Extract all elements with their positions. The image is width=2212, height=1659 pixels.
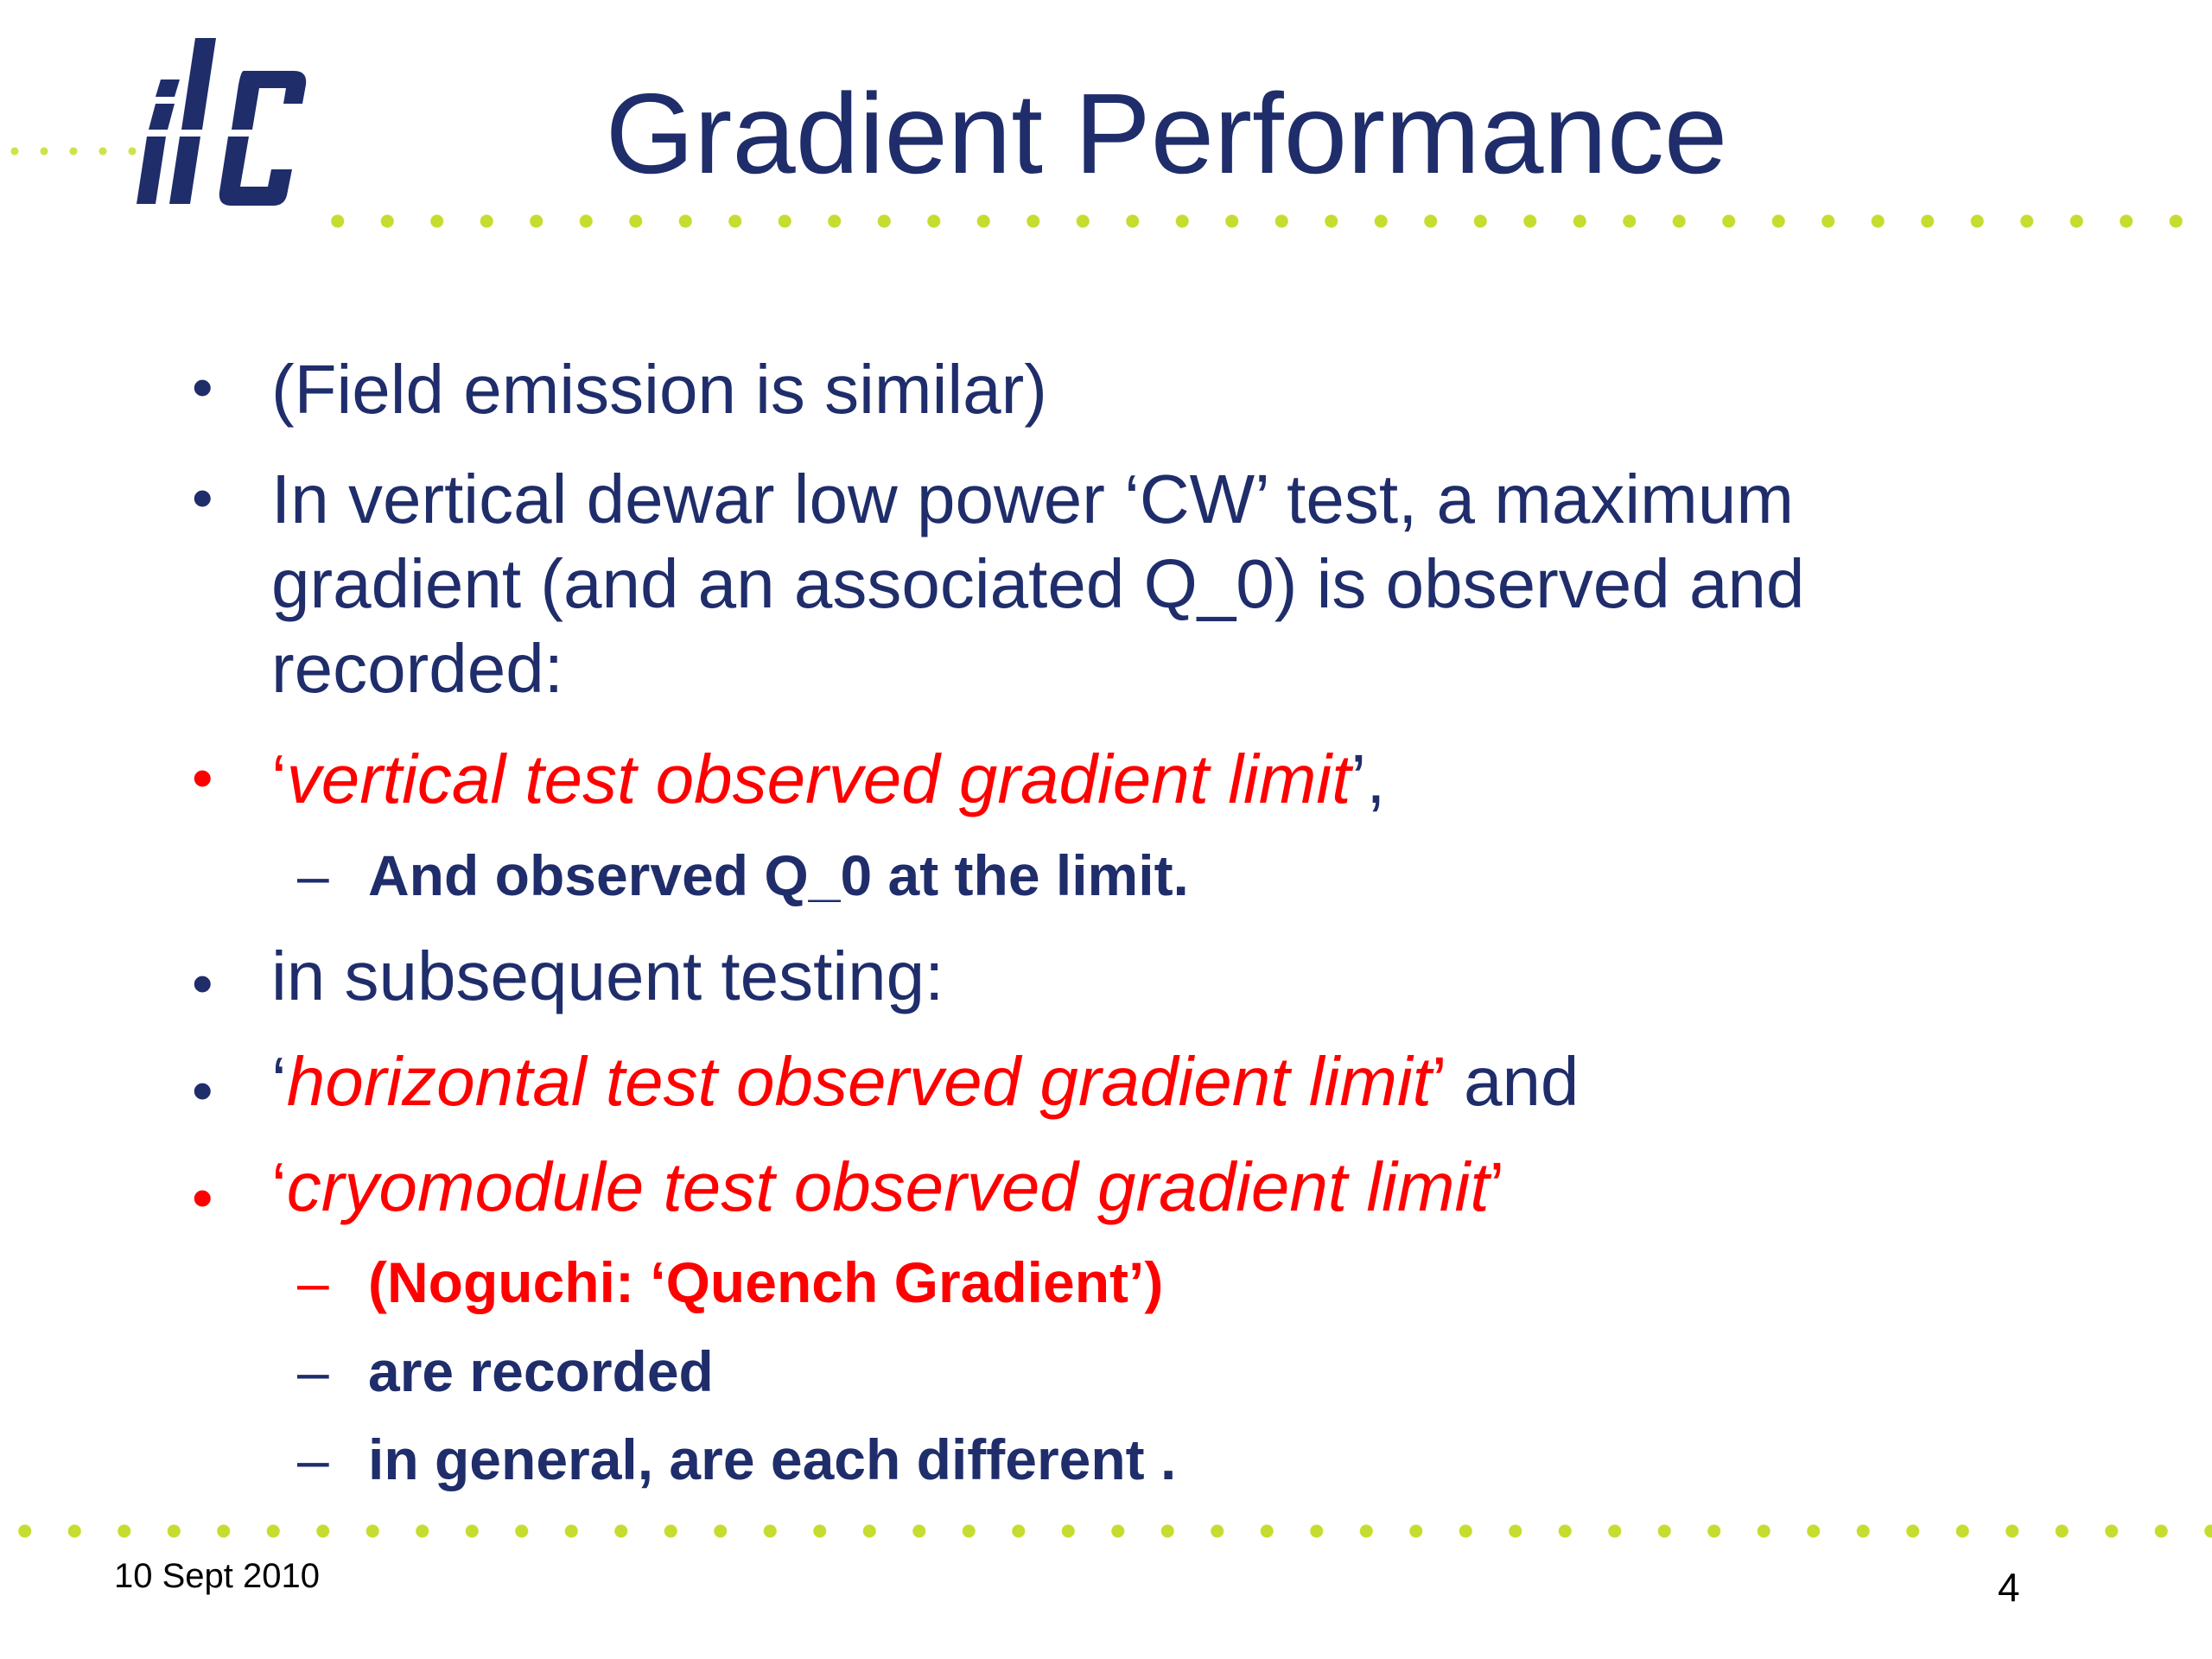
dash-marker: – <box>297 1339 329 1403</box>
bullet-subsequent-testing: in subsequent testing: <box>271 938 944 1014</box>
bullet-marker: • <box>192 950 213 1017</box>
dash-marker: – <box>297 1250 329 1314</box>
quote-open: ‘ <box>271 1148 287 1225</box>
bullet-marker: • <box>192 744 213 811</box>
decorative-dots-bottom <box>0 1524 2212 1538</box>
bullet-marker: • <box>192 1164 213 1231</box>
bullet-marker: • <box>192 464 213 531</box>
sub-bullet-observed-q0: And observed Q_0 at the limit. <box>368 843 1189 907</box>
quote-close: ’, <box>1351 741 1386 817</box>
bullet-vertical-dewar-line2: gradient (and an associated Q_0) is observed and <box>271 545 1805 622</box>
cryomodule-test-limit-text: cryomodule test observed gradient limit <box>286 1148 1490 1225</box>
sub-bullet-noguchi: (Noguchi: ‘Quench Gradient’) <box>368 1250 1164 1314</box>
dash-marker: – <box>297 1427 329 1491</box>
quote-open: ‘ <box>271 741 287 817</box>
sub-bullet-are-recorded: are recorded <box>368 1339 714 1403</box>
quote-close: ’ <box>1489 1148 1505 1225</box>
footer-date: 10 Sept 2010 <box>114 1557 320 1595</box>
quote-open: ‘ <box>271 1043 287 1120</box>
page-number: 4 <box>1998 1565 2020 1610</box>
bullet-cryomodule-test-limit <box>271 1147 1504 1227</box>
bullet-vertical-dewar-line1: In vertical dewar low power ‘CW’ test, a maximum <box>271 461 1794 537</box>
bullet-horizontal-test-limit <box>271 1042 1579 1122</box>
bullet-vertical-dewar-line3: recorded: <box>271 630 563 707</box>
bullet-vertical-test-limit <box>271 740 1385 819</box>
horizontal-test-limit-text: horizontal test observed gradient limit <box>286 1043 1432 1120</box>
quote-close: ’ <box>1431 1043 1445 1120</box>
sub-bullet-each-different: in general, are each different . <box>368 1427 1177 1491</box>
and-text: and <box>1444 1043 1580 1120</box>
bullet-marker: • <box>192 353 213 421</box>
bullet-field-emission: (Field emission is similar) <box>271 351 1047 428</box>
bullet-marker: • <box>192 1057 213 1124</box>
dash-marker: – <box>297 843 329 907</box>
slide-title: Gradient Performance <box>605 70 1728 197</box>
vertical-test-limit-text: vertical test observed gradient limit <box>286 741 1351 817</box>
